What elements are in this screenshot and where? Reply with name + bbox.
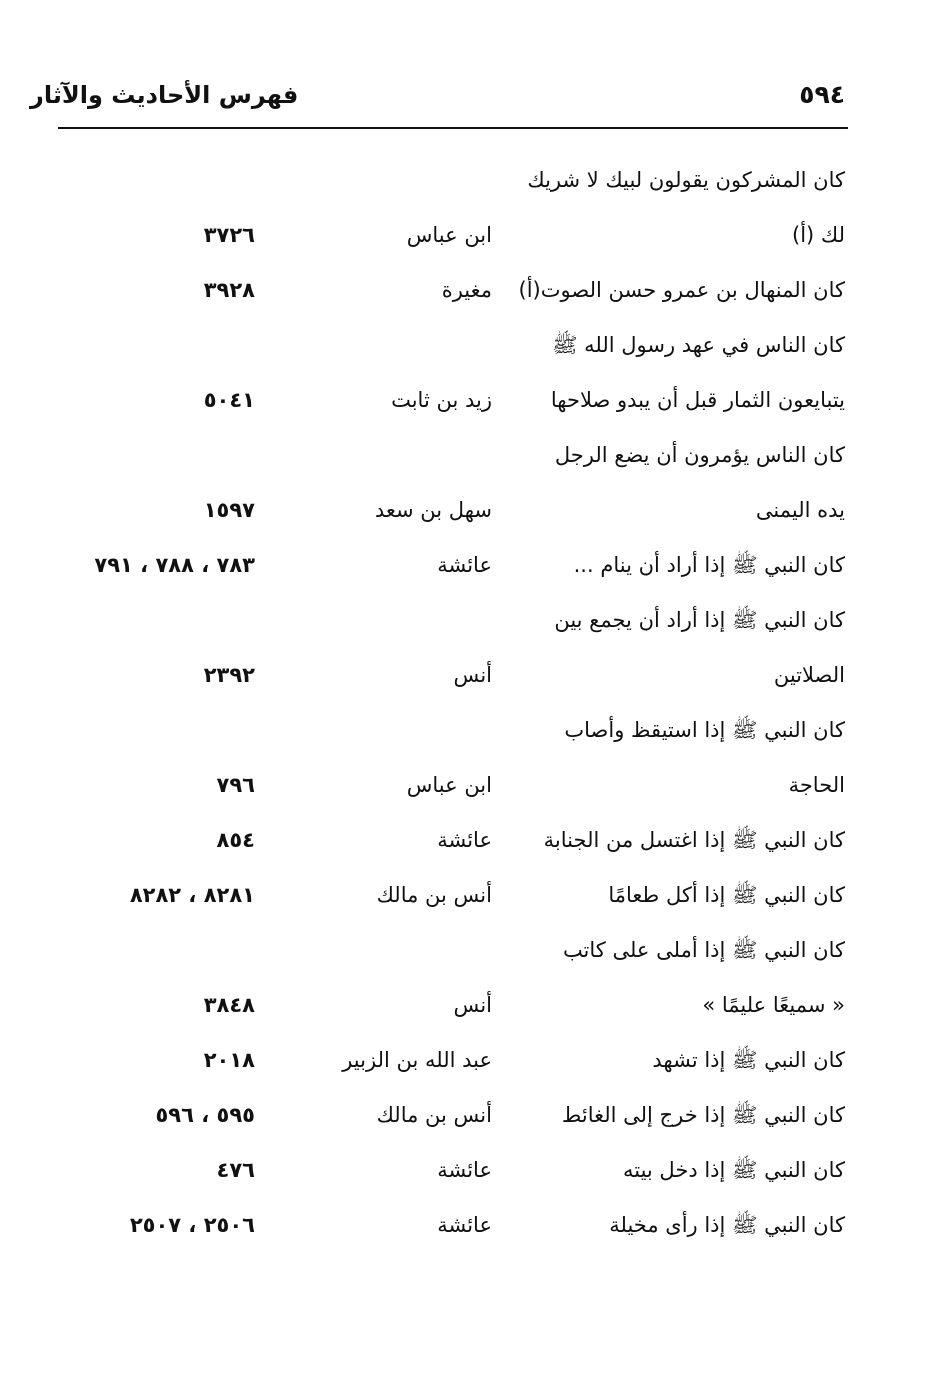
index-entry	[0, 373, 932, 428]
index-entry	[0, 703, 932, 758]
hadith-text: كان المشركون يقولون لبيك لا شريك	[527, 168, 845, 192]
hadith-text: كان النبي ﷺ إذا أراد أن ينام ...	[573, 553, 845, 577]
index-entry	[0, 1033, 932, 1088]
hadith-refs: ٣٨٤٨	[203, 993, 255, 1017]
hadith-text: كان النبي ﷺ إذا أراد أن يجمع بين	[554, 608, 845, 632]
narrator: عائشة	[437, 828, 492, 852]
index-entry	[0, 263, 932, 318]
hadith-text: كان النبي ﷺ إذا أملى على كاتب	[562, 938, 845, 962]
hadith-refs: ٢٥٠٦ ، ٢٥٠٧	[129, 1213, 255, 1237]
narrator: عائشة	[437, 1213, 492, 1237]
index-entry	[0, 1088, 932, 1143]
hadith-refs: ٨٢٨١ ، ٨٢٨٢	[129, 883, 255, 907]
index-entry	[0, 1198, 932, 1253]
hadith-text: كان النبي ﷺ إذا استيقظ وأصاب	[564, 718, 845, 742]
hadith-refs: ٣٩٢٨	[203, 278, 255, 302]
narrator: عائشة	[437, 1158, 492, 1182]
hadith-refs: ٢٣٩٢	[203, 663, 255, 687]
index-entry	[0, 758, 932, 813]
index-entry	[0, 153, 932, 208]
narrator: ابن عباس	[406, 773, 492, 797]
narrator: ابن عباس	[406, 223, 492, 247]
hadith-text: كان النبي ﷺ إذا دخل بيته	[622, 1158, 845, 1182]
hadith-text: كان النبي ﷺ إذا أكل طعامًا	[608, 883, 845, 907]
index-entry	[0, 978, 932, 1033]
hadith-text: كان الناس في عهد رسول الله ﷺ	[552, 333, 845, 357]
index-entry	[0, 538, 932, 593]
hadith-text: الصلاتين	[773, 663, 845, 687]
hadith-text: الحاجة	[788, 773, 845, 797]
narrator: مغيرة	[441, 278, 492, 302]
hadith-text: كان النبي ﷺ إذا خرج إلى الغائط	[561, 1103, 845, 1127]
index-entry	[0, 813, 932, 868]
hadith-refs: ٧٨٣ ، ٧٨٨ ، ٧٩١	[94, 553, 255, 577]
narrator: زيد بن ثابت	[391, 388, 492, 412]
page-title: فهرس الأحاديث والآثار	[30, 81, 299, 109]
narrator: أنس	[453, 993, 492, 1017]
narrator: أنس	[453, 663, 492, 687]
page-number: ٥٩٤	[799, 80, 845, 109]
index-entry	[0, 648, 932, 703]
index-entry	[0, 593, 932, 648]
index-entry	[0, 1143, 932, 1198]
index-entry	[0, 208, 932, 263]
index-entry	[0, 483, 932, 538]
hadith-text: لك (أ)	[792, 223, 845, 247]
hadith-text: يتبايعون الثمار قبل أن يبدو صلاحها	[550, 388, 845, 412]
narrator: أنس بن مالك	[376, 1103, 492, 1127]
header-rule	[58, 127, 848, 129]
index-entry	[0, 428, 932, 483]
narrator: عبد الله بن الزبير	[342, 1048, 492, 1072]
hadith-refs: ١٥٩٧	[203, 498, 255, 522]
index-entry	[0, 923, 932, 978]
hadith-refs: ٤٧٦	[216, 1158, 255, 1182]
index-entries	[0, 153, 932, 1253]
hadith-text: كان الناس يؤمرون أن يضع الرجل	[554, 443, 845, 467]
hadith-text: كان المنهال بن عمرو حسن الصوت(أ)	[518, 278, 845, 302]
hadith-refs: ٥٩٥ ، ٥٩٦	[155, 1103, 255, 1127]
hadith-text: كان النبي ﷺ إذا اغتسل من الجنابة	[543, 828, 845, 852]
narrator: سهل بن سعد	[374, 498, 492, 522]
index-entry	[0, 318, 932, 373]
hadith-text: كان النبي ﷺ إذا رأى مخيلة	[609, 1213, 845, 1237]
hadith-text: كان النبي ﷺ إذا تشهد	[652, 1048, 845, 1072]
hadith-text: يده اليمنى	[755, 498, 845, 522]
hadith-refs: ٢٠١٨	[203, 1048, 255, 1072]
hadith-refs: ٧٩٦	[216, 773, 255, 797]
hadith-refs: ٥٠٤١	[203, 388, 255, 412]
index-entry	[0, 868, 932, 923]
hadith-text: « سميعًا عليمًا »	[702, 993, 845, 1017]
narrator: عائشة	[437, 553, 492, 577]
hadith-refs: ٨٥٤	[216, 828, 255, 852]
hadith-refs: ٣٧٢٦	[203, 223, 255, 247]
page-header	[0, 74, 932, 116]
narrator: أنس بن مالك	[376, 883, 492, 907]
